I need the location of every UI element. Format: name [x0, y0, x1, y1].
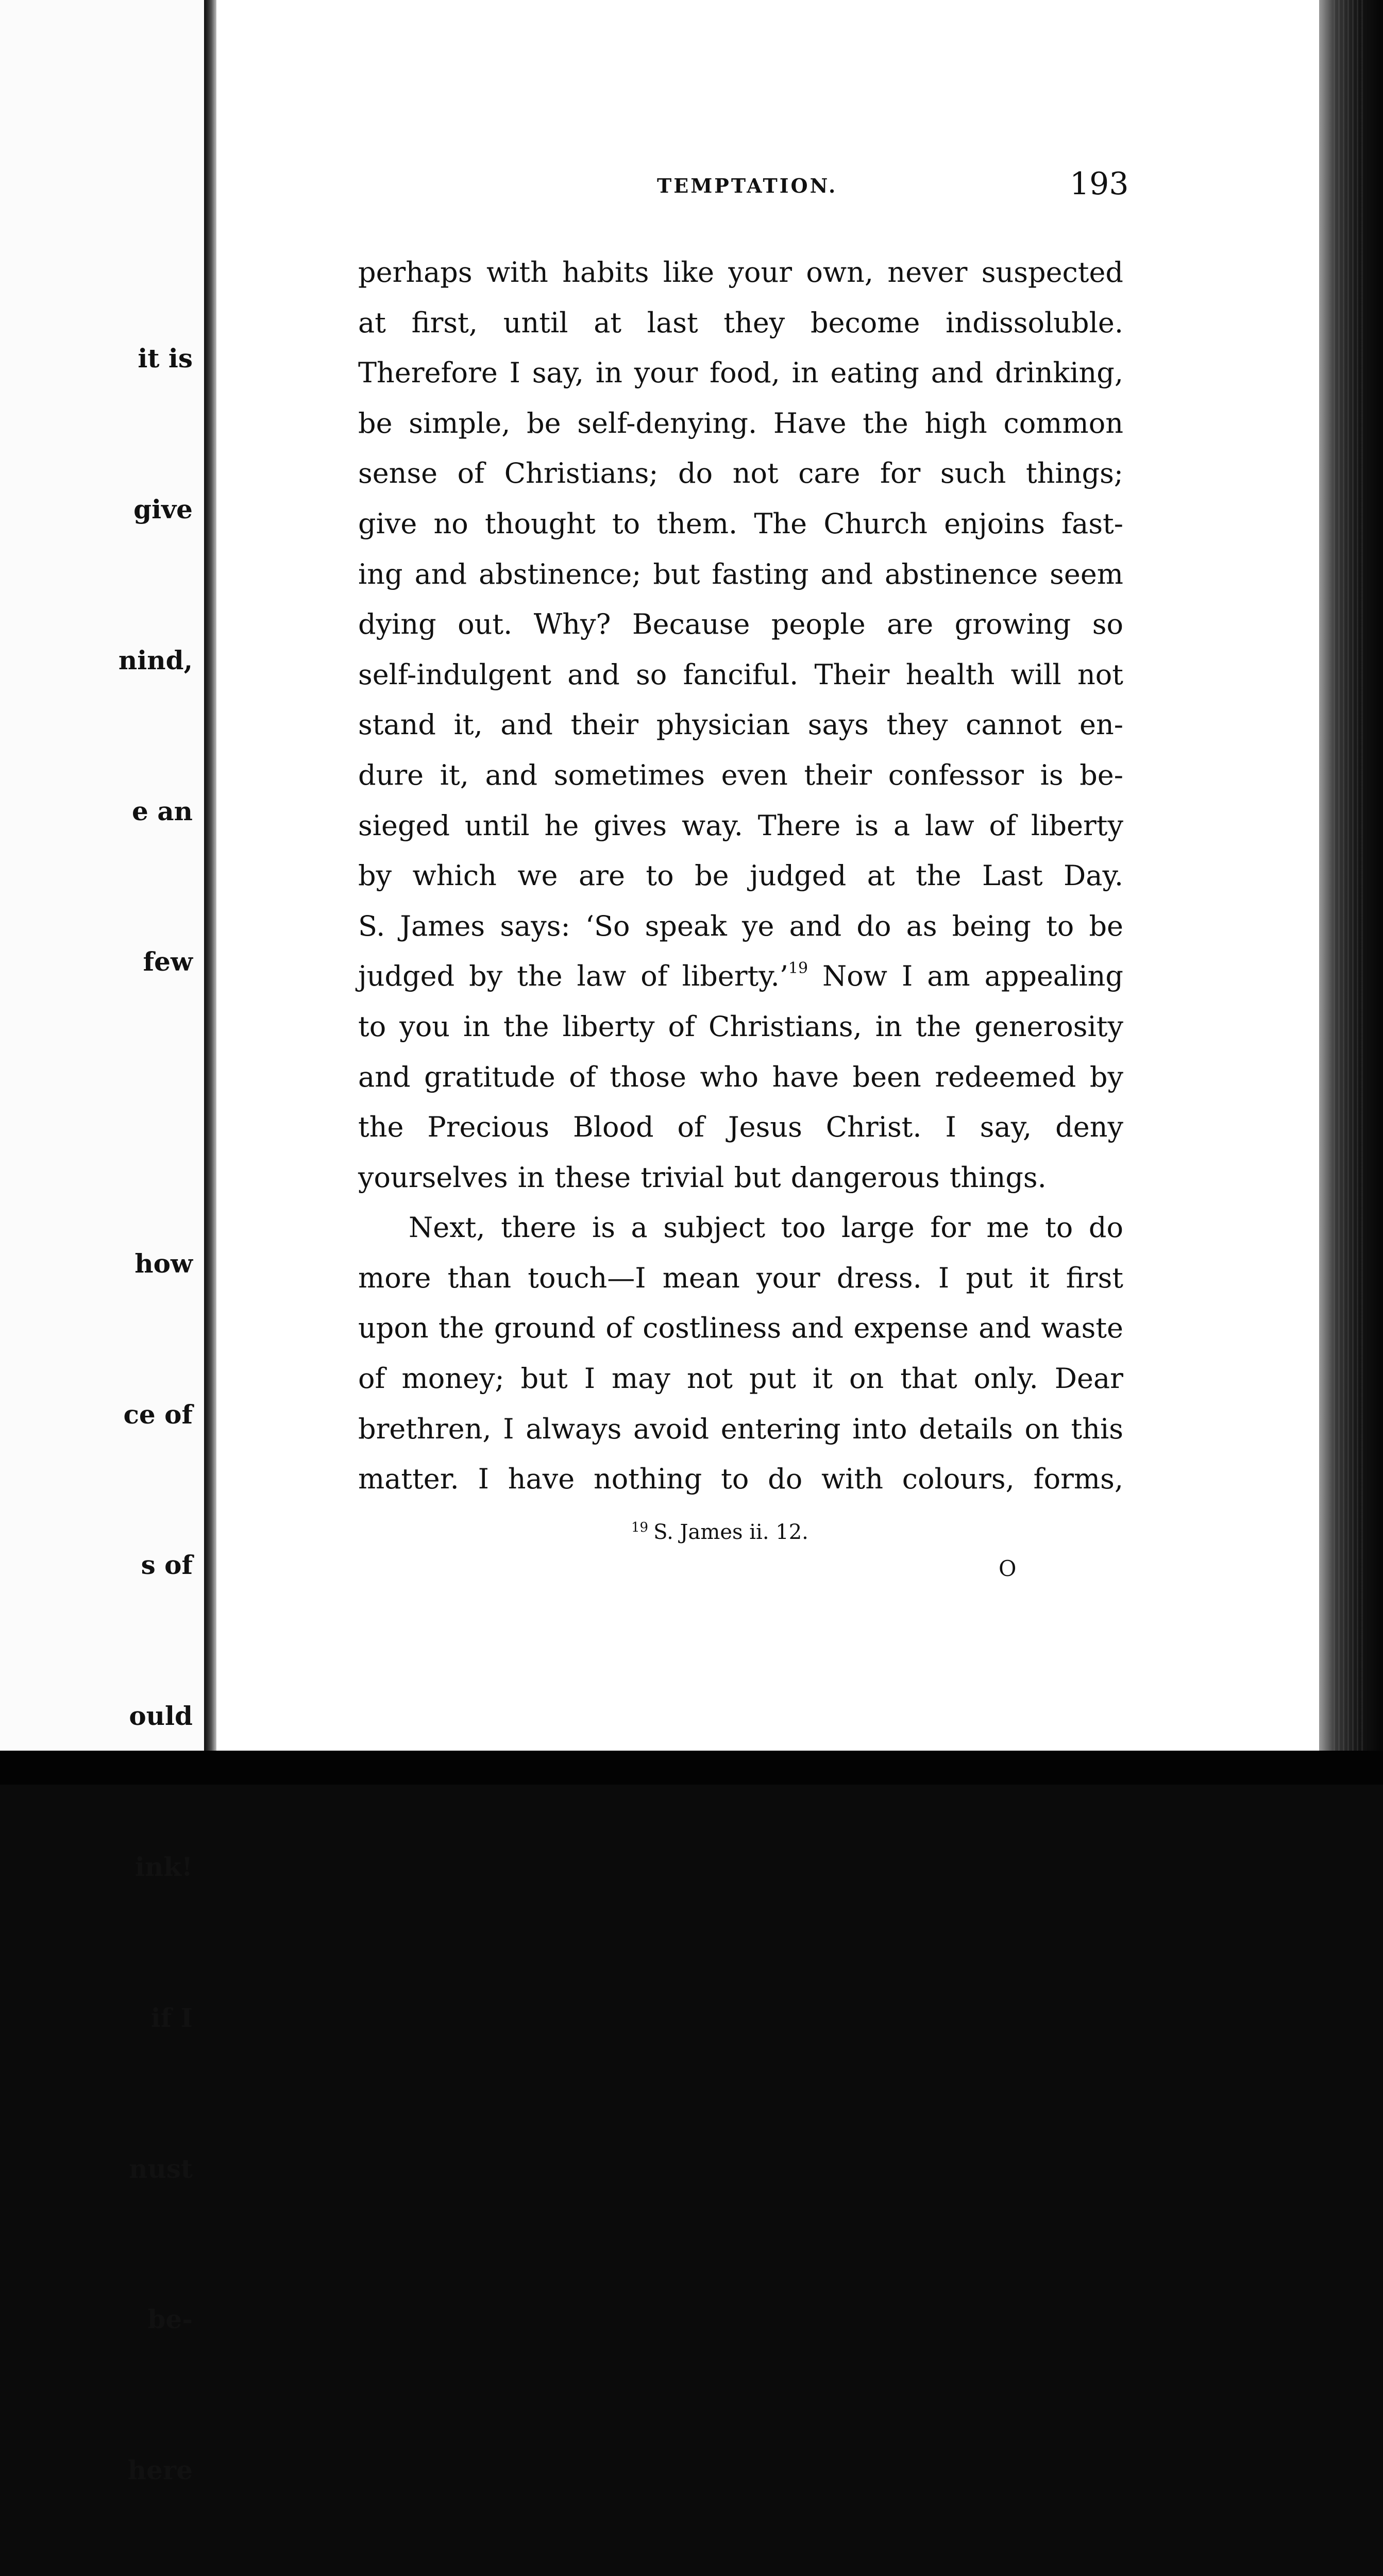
text-line: more than touch—I mean your dress. I put it first	[358, 1261, 1123, 1294]
page-edge-texture	[1334, 0, 1364, 1785]
left-line: how	[134, 1248, 193, 1279]
footnote-number: 19	[631, 1520, 649, 1535]
text-line: sieged until he gives way. There is a law of liberty	[358, 809, 1123, 842]
text-line: brethren, I always avoid entering into details on this	[358, 1412, 1123, 1445]
text-line: self-indulgent and so fanciful. Their health will not	[358, 658, 1123, 691]
text-line: at first, until at last they become indissoluble.	[358, 306, 1123, 339]
left-line: nind,	[118, 645, 193, 675]
left-line-gap	[119, 1088, 193, 1138]
text-line: sense of Christians; do not care for such things;	[358, 457, 1123, 490]
book-gutter	[204, 0, 216, 1785]
text-line: matter. I have nothing to do with colours, forms,	[358, 1463, 1123, 1496]
text-line: S. James says: ‘So speak ye and do as being to be	[358, 909, 1123, 942]
text-line: by which we are to be judged at the Last Day.	[358, 859, 1123, 892]
left-line: few	[143, 946, 193, 977]
text-line-head: judged by the law of liberty.’	[358, 960, 788, 993]
text-line: stand it, and their physician says they cannot en-	[358, 708, 1123, 741]
text-line: yourselves in these trivial but dangerous things.	[358, 1161, 1047, 1194]
left-line: ould	[129, 1701, 193, 1732]
left-line: it is	[138, 343, 193, 374]
left-line: nust	[129, 2153, 193, 2184]
left-page-text	[119, 233, 193, 2576]
text-line: Therefore I say, in your food, in eating and drinking,	[358, 357, 1123, 389]
running-head: TEMPTATION.	[657, 174, 838, 197]
left-line: give	[133, 494, 193, 524]
text-line: perhaps with habits like your own, never suspected	[358, 256, 1123, 289]
text-line: give no thought to them. The Church enjoins fast-	[358, 507, 1123, 540]
text-line: upon the ground of costliness and expense and waste	[358, 1312, 1123, 1345]
footnote-text: S. James ii. 12.	[653, 1520, 808, 1544]
left-line: s of	[141, 1550, 193, 1581]
text-line: the Precious Blood of Jesus Christ. I say, deny	[358, 1111, 1123, 1144]
text-line: dying out. Why? Because people are growing so	[358, 608, 1123, 641]
text-line: dure it, and sometimes even their confessor is be-	[358, 758, 1123, 791]
text-line: and gratitude of those who have been redeemed by	[358, 1060, 1123, 1093]
left-line: be-	[147, 2304, 193, 2335]
scan-bottom-border	[0, 1751, 1383, 1785]
left-line: e an	[132, 795, 193, 826]
page-number: 193	[1070, 166, 1129, 202]
left-page-fragment	[0, 0, 204, 2486]
text-line-with-note	[358, 951, 1123, 1002]
left-line: ce of	[123, 1399, 193, 1430]
footnote	[631, 1520, 808, 1544]
left-line: ink!	[135, 1852, 193, 1882]
text-line-tail: Now I am appealing	[808, 960, 1123, 993]
text-line: of money; but I may not put it on that only. Dear	[358, 1362, 1123, 1395]
text-line: to you in the liberty of Christians, in the generosity	[358, 1010, 1123, 1043]
text-line: Next, there is a subject too large for me to do	[409, 1211, 1123, 1244]
body-text	[358, 247, 1123, 1504]
footnote-reference: 19	[788, 959, 808, 978]
text-line: be simple, be self-denying. Have the high common	[358, 406, 1123, 439]
text-line: ing and abstinence; but fasting and abstinence seem	[358, 557, 1123, 590]
left-line: if I	[150, 2002, 193, 2033]
left-line: here	[127, 2455, 193, 2486]
signature-mark: O	[999, 1556, 1017, 1581]
